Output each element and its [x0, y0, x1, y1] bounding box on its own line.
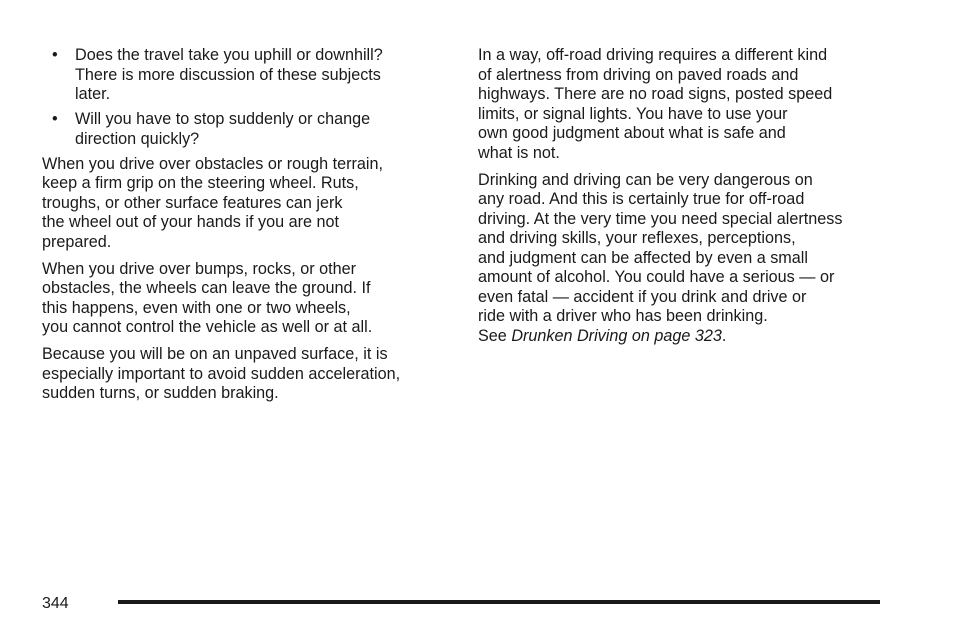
text-line: highways. There are no road signs, posted speed — [478, 85, 833, 103]
text-line: what is not. — [478, 143, 560, 162]
paragraph-bumps-rocks — [42, 260, 442, 338]
text-line: keep a firm grip on the steering wheel. Ruts, — [42, 174, 359, 192]
text-line: obstacles, the wheels can leave the ground. If — [42, 279, 371, 297]
text-line: When you drive over obstacles or rough terrain, — [42, 154, 384, 173]
text-line: and driving skills, your reflexes, perceptions, — [478, 229, 796, 247]
text-line: There is more discussion of these subjects — [75, 65, 381, 84]
text-line: In a way, off-road driving requires a different kind — [478, 46, 828, 64]
bullet-marker: • — [52, 110, 58, 128]
text-line: later. — [75, 85, 111, 103]
text-line: Will you have to stop suddenly or change — [75, 110, 371, 128]
page-number: 344 — [42, 595, 69, 612]
text-line: Because you will be on an unpaved surface, it is — [42, 345, 388, 363]
text-line: you cannot control the vehicle as well or at all. — [42, 318, 373, 336]
paragraph-off-road-alertness — [478, 46, 888, 163]
see-reference-line — [478, 327, 888, 347]
cross-reference-link[interactable]: Drunken Driving on page 323 — [511, 326, 722, 345]
text-line: this happens, even with one or two wheels, — [42, 298, 351, 317]
text-line: Drinking and driving can be very dangerous on — [478, 170, 813, 189]
text-line: Does the travel take you uphill or downhill? — [75, 46, 383, 64]
text-line: any road. And this is certainly true for off-road — [478, 190, 805, 208]
text-line: When you drive over bumps, rocks, or other — [42, 259, 356, 278]
see-prefix: See — [478, 326, 512, 345]
text-line: direction quickly? — [75, 129, 200, 148]
left-column — [42, 46, 442, 411]
paragraph-drinking-driving — [478, 171, 888, 347]
paragraph-rough-terrain — [42, 155, 442, 253]
bullet-item-travel-slope — [42, 46, 442, 105]
text-line: troughs, or other surface features can jerk — [42, 193, 343, 212]
text-line: even fatal — accident if you drink and drive or — [478, 287, 807, 306]
text-line: amount of alcohol. You could have a serious — or — [478, 268, 835, 286]
footer-rule — [118, 600, 880, 604]
text-line: sudden turns, or sudden braking. — [42, 384, 279, 402]
right-column — [478, 46, 888, 354]
paragraph-unpaved-surface — [42, 345, 442, 404]
text-line: the wheel out of your hands if you are not — [42, 213, 339, 231]
bullet-list — [42, 46, 442, 149]
text-line: driving. At the very time you need special alertness — [478, 209, 843, 228]
text-line: and judgment can be affected by even a small — [478, 248, 808, 267]
see-suffix: . — [721, 326, 727, 345]
text-line: ride with a driver who has been drinking. — [478, 307, 768, 325]
bullet-item-stop-suddenly — [42, 110, 442, 149]
text-line: limits, or signal lights. You have to use your — [478, 104, 788, 123]
bullet-marker: • — [52, 46, 58, 64]
text-line: of alertness from driving on paved roads and — [478, 65, 799, 84]
text-line: especially important to avoid sudden acceleration, — [42, 364, 401, 383]
text-line: own good judgment about what is safe and — [478, 124, 786, 142]
text-line: prepared. — [42, 232, 112, 251]
